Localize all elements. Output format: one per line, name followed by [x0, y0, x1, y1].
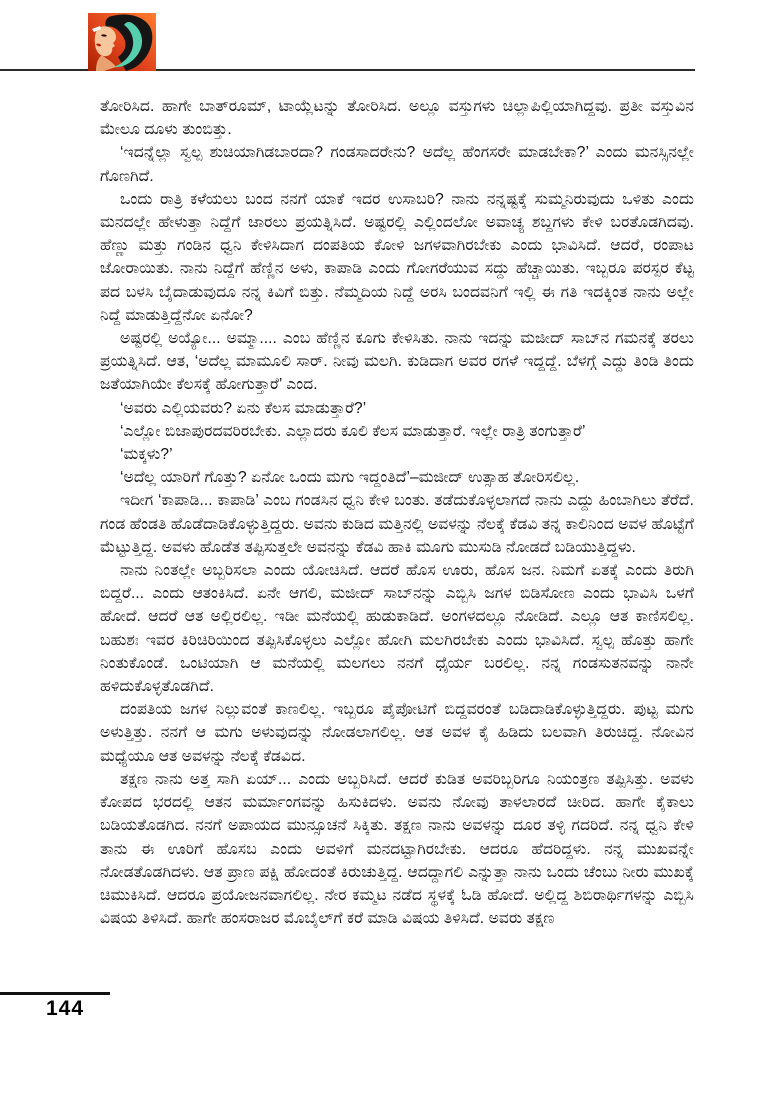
- body-paragraph: ತಕ್ಷಣ ನಾನು ಅತ್ತ ಸಾಗಿ ಏಯ್... ಎಂದು ಅಬ್ಬರಿಸಿದೆ. ಆದರೆ ಕುಡಿತ ಅವರಿಬ್ಬರಿಗೂ ನಿಯಂತ್ರಣ ತಪ್ಪಿಸಿತ್ತು. ಅವಳು ಕೋಪದ ಭರದಲ್ಲಿ ಆತನ ಮರ್ಮಾಂಗವನ್ನು ಹಿಸುಕಿದಳು. ಅವನು ನೋವು ತಾಳಲಾರದೆ ಚೀರಿದ. ಹಾಗೇ ಕೈಕಾಲು ಬಡಿಯತೊಡಗಿದ. ನನಗೆ ಅಪಾಯದ ಮುನ್ಸೂಚನೆ ಸಿಕ್ಕಿತು. ತಕ್ಷಣ ನಾನು ಅವಳನ್ನು ದೂರ ತಳ್ಳಿ ಗದರಿದೆ. ನನ್ನ ಧ್ವನಿ ಕೇಳಿ ತಾನು ಈ ಊರಿಗೆ ಹೊಸಬ ಎಂದು ಅವಳಿಗೆ ಮನದಟ್ಟಾಗಿರಬೇಕು. ಆದರೂ ಹೆದರಿದ್ದಳು. ನನ್ನ ಮುಖವನ್ನೇ ನೋಡತೊಡಗಿದಳು. ಆತ ಪ್ರಾಣ ಪಕ್ಷಿ ಹೋದಂತೆ ಕಿರುಚುತ್ತಿದ್ದ. ಆದದ್ದಾಗಲಿ ಎನ್ನುತ್ತಾ ನಾನು ಒಂದು ಚೆಂಬು ನೀರು ಮುಖಕ್ಕೆ ಚಿಮುಕಿಸಿದೆ. ಆದರೂ ಪ್ರಯೋಜನವಾಗಲಿಲ್ಲ. ನೇರ ಕಮ್ಮಟ ನಡೆದ ಸ್ಥಳಕ್ಕೆ ಓಡಿ ಹೋದೆ. ಅಲ್ಲಿದ್ದ ಶಿಬಿರಾರ್ಥಿಗಳನ್ನು ಎಬ್ಬಿಸಿ ವಿಷಯ ತಿಳಿಸಿದೆ. ಹಾಗೇ ಹಂಸರಾಜರ ಮೊಬೈಲ್‌ಗೆ ಕರೆ ಮಾಡಿ ವಿಷಯ ತಿಳಿಸಿದೆ. ಅವರು ತಕ್ಷಣ: [100, 770, 694, 928]
- body-paragraph: ನಾನು ನಿಂತಲ್ಲೇ ಅಬ್ಬರಿಸಲಾ ಎಂದು ಯೋಚಿಸಿದೆ. ಆದರೆ ಹೊಸ ಊರು, ಹೊಸ ಜನ. ನಿಮಗೆ ಏತಕ್ಕೆ ಎಂದು ತಿರುಗಿ ಬಿದ್ದರೆ... ಎಂದು ಆತಂಕಿಸಿದೆ. ಏನೇ ಆಗಲಿ, ಮಜೀದ್ ಸಾಬ್‌ನನ್ನು ಎಬ್ಬಿಸಿ ಜಗಳ ಬಿಡಿಸೋಣ ಎಂದು ಭಾವಿಸಿ ಒಳಗೆ ಹೋದೆ. ಆದರೆ ಆತ ಅಲ್ಲಿರಲಿಲ್ಲ. ಇಡೀ ಮನೆಯಲ್ಲಿ ಹುಡುಕಾಡಿದೆ. ಅಂಗಳದಲ್ಲೂ ನೋಡಿದೆ. ಎಲ್ಲೂ ಆತ ಕಾಣಿಸಲಿಲ್ಲ. ಬಹುಶಃ ಇವರ ಕಿರಿಚಿರಿಯಿಂದ ತಪ್ಪಿಸಿಕೊಳ್ಳಲು ಎಲ್ಲೋ ಹೋಗಿ ಮಲಗಿರಬೇಕು ಎಂದು ಭಾವಿಸಿದೆ. ಸ್ವಲ್ಪ ಹೊತ್ತು ಹಾಗೇ ನಿಂತುಕೊಂಡೆ. ಒಂಟಿಯಾಗಿ ಆ ಮನೆಯಲ್ಲಿ ಮಲಗಲು ನನಗೆ ಧೈರ್ಯ ಬರಲಿಲ್ಲ. ನನ್ನ ಗಂಡಸುತನವನ್ನು ನಾನೇ ಹಳಿದುಕೊಳ್ಳತೊಡಗಿದೆ.: [100, 562, 694, 696]
- dialogue-line: ‘ಎಲ್ಲೋ ಬಿಜಾಪುರದವರಿರಬೇಕು. ಎಲ್ಲಾದರು ಕೂಲಿ ಕೆಲಸ ಮಾಡುತ್ತಾರೆ. ಇಲ್ಲೇ ರಾತ್ರಿ ತಂಗುತ್ತಾರೆ’: [120, 422, 586, 440]
- body-paragraph: ದಂಪತಿಯ ಜಗಳ ನಿಲ್ಲುವಂತೆ ಕಾಣಲಿಲ್ಲ. ಇಬ್ಬರೂ ಪೈಪೋಟಿಗೆ ಬಿದ್ದವರಂತೆ ಬಡಿದಾಡಿಕೊಳ್ಳುತ್ತಿದ್ದರು. ಪುಟ್ಟ ಮಗು ಅಳುತ್ತಿತ್ತು. ನನಗೆ ಆ ಮಗು ಅಳುವುದನ್ನು ನೋಡಲಾಗಲಿಲ್ಲ. ಆತ ಅವಳ ಕೈ ಹಿಡಿದು ಬಲವಾಗಿ ತಿರುಚಿದ್ದ. ನೋವಿನ ಮಧ್ಯೆಯೂ ಆತ ಅವಳನ್ನು ನೆಲಕ್ಕೆ ಕೆಡವಿದ.: [100, 701, 694, 765]
- chapter-logo-illustration: [88, 13, 156, 71]
- body-paragraph: ‘ಇದನ್ನೆಲ್ಲಾ ಸ್ವಲ್ಪ ಶುಚಿಯಾಗಿಡಬಾರದಾ? ಗಂಡಸಾದರೇನು? ಅದೆಲ್ಲ ಹೆಂಗಸರೇ ಮಾಡಬೇಕಾ?’ ಎಂದು ಮನಸ್ಸಿನಲ್ಲೇ ಗೊಣಗಿದೆ.: [100, 144, 694, 185]
- page-number-divider: [0, 992, 110, 995]
- dialogue-line: ‘ಮಕ್ಕಳು?’: [120, 446, 173, 464]
- body-paragraph: ಇದೀಗ ‘ಕಾಪಾಡಿ... ಕಾಪಾಡಿ’ ಎಂಬ ಗಂಡಸಿನ ಧ್ವನಿ ಕೇಳಿ ಬಂತು. ತಡೆದುಕೊಳ್ಳಲಾಗದೆ ನಾನು ಎದ್ದು ಹಿಂಬಾಗಿಲು ತೆರೆದೆ. ಗಂಡ ಹೆಂಡತಿ ಹೊಡೆದಾಡಿಕೊಳ್ಳುತ್ತಿದ್ದರು. ಅವನು ಕುಡಿದ ಮತ್ತಿನಲ್ಲಿ ಅವಳನ್ನು ನೆಲಕ್ಕೆ ಕೆಡವಿ ತನ್ನ ಕಾಲಿನಿಂದ ಅವಳ ಹೊಟ್ಟೆಗೆ ಮೆಟ್ಟುತ್ತಿದ್ದ. ಅವಳು ಹೊಡೆತ ತಪ್ಪಿಸುತ್ತಲೇ ಅವನನ್ನು ಕೆಡವಿ ಹಾಕಿ ಮೂಗು ಮುಸುಡಿ ನೋಡದೆ ಬಡಿಯುತ್ತಿದ್ದಳು.: [100, 492, 694, 556]
- body-paragraph: ಒಂದು ರಾತ್ರಿ ಕಳೆಯಲು ಬಂದ ನನಗೆ ಯಾಕೆ ಇದರ ಉಸಾಬರಿ? ನಾನು ನನ್ನಷ್ಟಕ್ಕೆ ಸುಮ್ಮನಿರುವುದು ಒಳಿತು ಎಂದು ಮನದಲ್ಲೇ ಹೇಳುತ್ತಾ ನಿದ್ದೆಗೆ ಜಾರಲು ಪ್ರಯತ್ನಿಸಿದೆ. ಅಷ್ಟರಲ್ಲಿ ಎಲ್ಲಿಂದಲೋ ಅವಾಚ್ಯ ಶಬ್ದಗಳು ಕೇಳಿ ಬರತೊಡಗಿದವು. ಹೆಣ್ಣು ಮತ್ತು ಗಂಡಿನ ಧ್ವನಿ ಕೇಳಿಸಿದಾಗ ದಂಪತಿಯ ಕೋಳಿ ಜಗಳವಾಗಿರಬೇಕು ಎಂದು ಭಾವಿಸಿದೆ. ಆದರೆ, ರಂಪಾಟ ಜೋರಾಯಿತು. ನಾನು ನಿದ್ದೆಗೆ ಹೆಣ್ಣಿನ ಅಳು, ಕಾಪಾಡಿ ಎಂದು ಗೋಗರೆಯುವ ಸದ್ದು ಹೆಚ್ಚಾಯಿತು. ಇಬ್ಬರೂ ಪರಸ್ಪರ ಕೆಟ್ಟ ಪದ ಬಳಸಿ ಬೈದಾಡುವುದೂ ನನ್ನ ಕಿವಿಗೆ ಬಿತ್ತು. ನೆಮ್ಮದಿಯ ನಿದ್ದೆ ಅರಸಿ ಬಂದವನಿಗೆ ಇಲ್ಲಿ ಈ ಗತಿ ಇದಕ್ಕಿಂತ ನಾನು ಅಲ್ಲೇ ನಿದ್ದೆ ಮಾಡುತ್ತಿದ್ದೆನೋ ಏನೋ?: [100, 190, 694, 324]
- body-paragraph: ಅಷ್ಟರಲ್ಲಿ ಅಯ್ಯೋ... ಅಮ್ಮಾ.... ಎಂಬ ಹೆಣ್ಣಿನ ಕೂಗು ಕೇಳಿಸಿತು. ನಾನು ಇದನ್ನು ಮಜೀದ್ ಸಾಬ್‌ನ ಗಮನಕ್ಕೆ ತರಲು ಪ್ರಯತ್ನಿಸಿದೆ. ಆತ, ‘ಅದೆಲ್ಲ ಮಾಮೂಲಿ ಸಾರ್. ನೀವು ಮಲಗಿ. ಕುಡಿದಾಗ ಅವರ ರಗಳೆ ಇದ್ದದ್ದೆ. ಬೆಳಗ್ಗೆ ಎದ್ದು ತಿಂಡಿ ತಿಂದು ಜತೆಯಾಗಿಯೇ ಕೆಲಸಕ್ಕೆ ಹೋಗುತ್ತಾರೆ’ ಎಂದ.: [100, 330, 694, 394]
- dialogue-line: ‘ಅದೆಲ್ಲ ಯಾರಿಗೆ ಗೊತ್ತು? ಏನೋ ಒಂದು ಮಗು ಇದ್ದಂತಿದೆ’–ಮಜೀದ್ ಉತ್ಸಾಹ ತೋರಿಸಲಿಲ್ಲ.: [120, 469, 580, 487]
- page-number: 144: [45, 997, 85, 1020]
- page-text-block: [100, 95, 694, 930]
- dialogue-line: ‘ಅವರು ಎಲ್ಲಿಯವರು? ಏನು ಕೆಲಸ ಮಾಡುತ್ತಾರೆ?’: [120, 399, 367, 417]
- body-paragraph: ತೋರಿಸಿದ. ಹಾಗೇ ಬಾತ್‌ರೂಮ್, ಟಾಯ್ಲೆಟನ್ನು ತೋರಿಸಿದ. ಅಲ್ಲೂ ವಸ್ತುಗಳು ಚಿಲ್ಲಾಪಿಲ್ಲಿಯಾಗಿದ್ದವು. ಪ್ರತೀ ವಸ್ತುವಿನ ಮೇಲೂ ದೂಳು ತುಂಬಿತ್ತು.: [100, 98, 694, 139]
